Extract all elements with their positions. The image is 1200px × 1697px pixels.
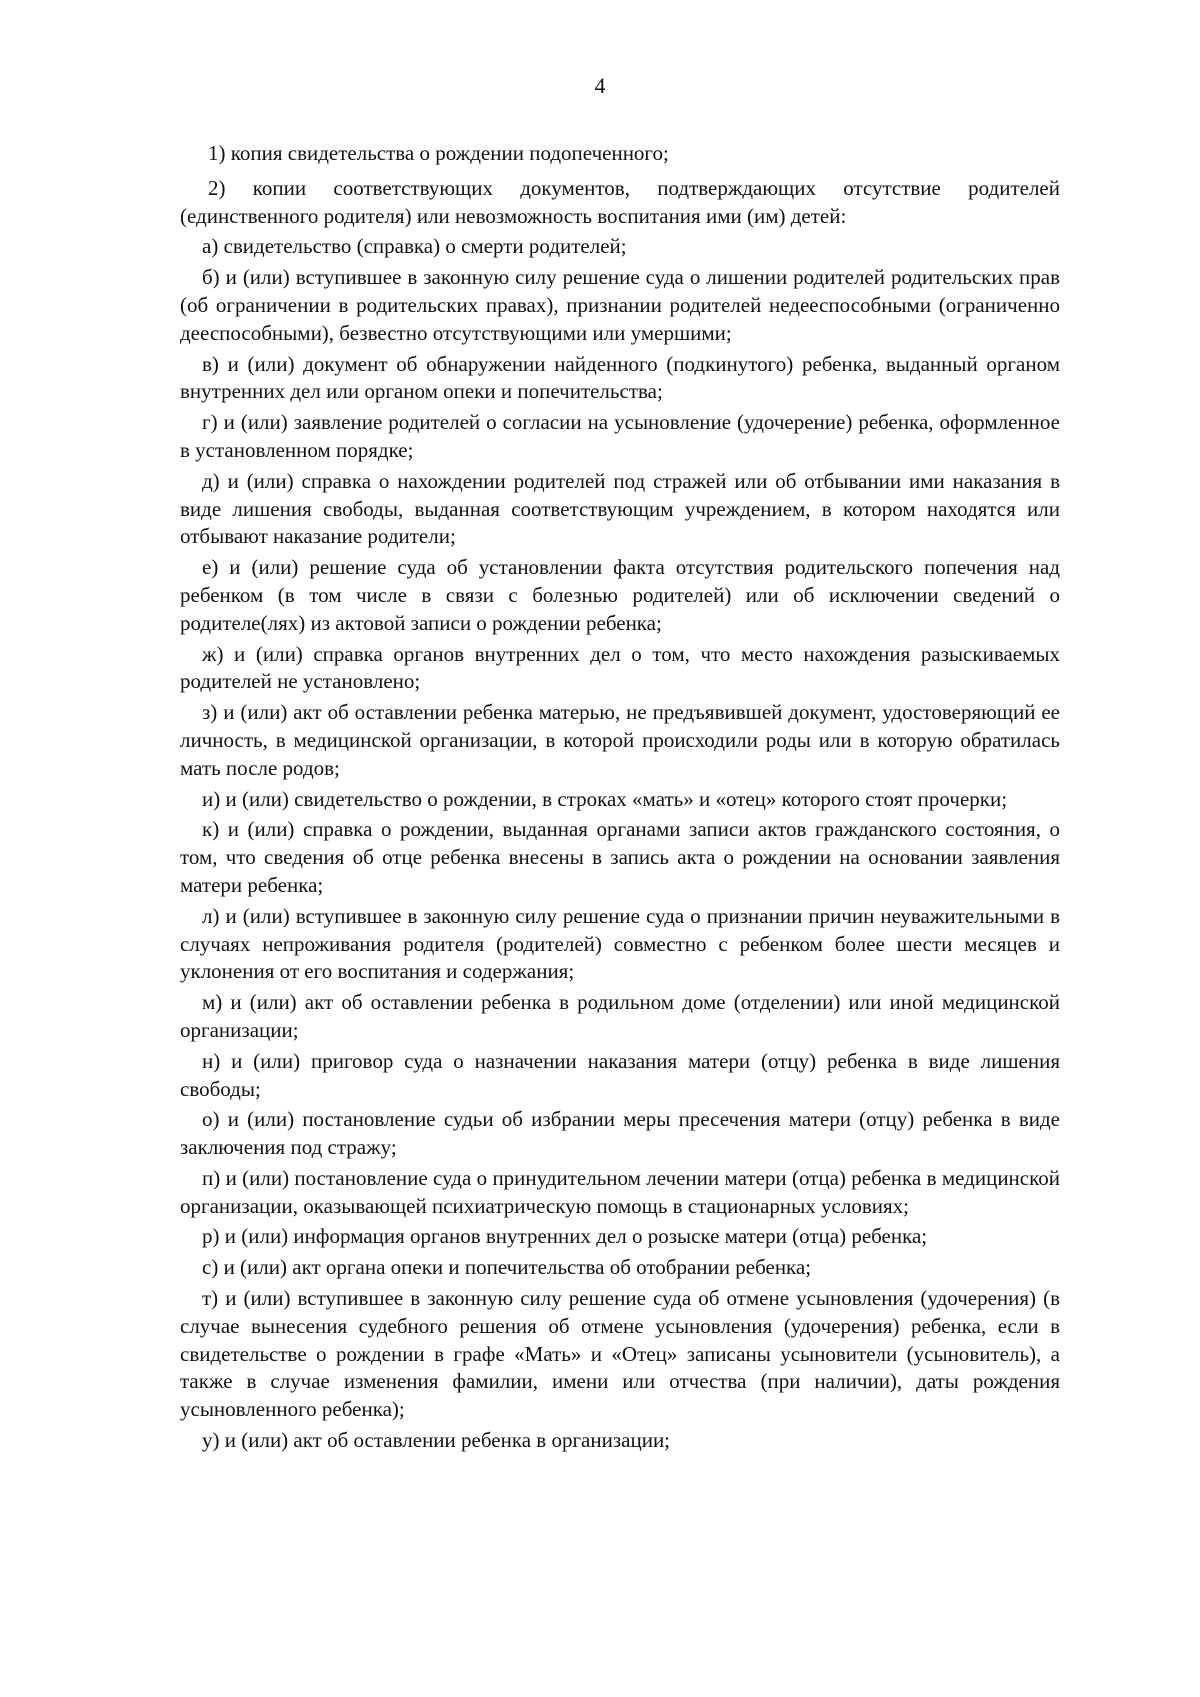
- sub-item-k: к) и (или) справка о рождении, выданная органами записи актов гражданского состояния, о том, что сведения об отце ребенка внесены в запись акта о рождении на основании заявления матери ребенка;: [180, 817, 1060, 897]
- sub-item-r: р) и (или) информация органов внутренних дел о розыске матери (отца) ребенка;: [202, 1224, 928, 1249]
- sub-item-b: б) и (или) вступившее в законную силу решение суда о лишении родителей родительских прав (об ограничении в родительских правах), признании родителей недееспособными (ограниченно дееспособными), безвестно отсутствующими или умершими;: [180, 265, 1060, 345]
- sub-item-zh: ж) и (или) справка органов внутренних дел о том, что место нахождения разыскиваемых родителей не установлено;: [180, 641, 1060, 694]
- sub-item-v: в) и (или) документ об обнаружении найденного (подкинутого) ребенка, выданный органом внутренних дел или органом опеки и попечительства;: [180, 351, 1060, 404]
- sub-item-p: п) и (или) постановление суда о принудительном лечении матери (отца) ребенка в медицинской организации, оказывающей психиатрическую помощь в стационарных условиях;: [180, 1165, 1060, 1218]
- sub-item-m: м) и (или) акт об оставлении ребенка в родильном доме (отделении) или иной медицинской организации;: [180, 990, 1060, 1042]
- document-body: [180, 140, 1060, 1458]
- sub-item-l: л) и (или) вступившее в законную силу решение суда о признании причин неуважительными в случаях непроживания родителя (родителей) совместно с ребенком более шести месяцев и уклонения от его воспитания и содержания;: [180, 903, 1060, 984]
- sub-item-s: с) и (или) акт органа опеки и попечительства об отобрании ребенка;: [202, 1255, 812, 1280]
- sub-item-o: о) и (или) постановление судьи об избрании меры пресечения матери (отцу) ребенка в виде заключения под стражу;: [180, 1107, 1060, 1160]
- list-item-2: 2) копии соответствующих документов, подтверждающих отсутствие родителей (единственного родителя) или невозможность воспитания ими (им) детей:: [180, 175, 1060, 228]
- list-item-1: 1) копия свидетельства о рождении подопеченного;: [208, 141, 669, 165]
- page-number: 4: [594, 73, 606, 98]
- sub-item-d: д) и (или) справка о нахождении родителей под стражей или об отбывании ими наказания в виде лишения свободы, выданная соответствующим учреждением, в котором находятся или отбывают наказание родители;: [180, 468, 1060, 549]
- sub-item-i: и) и (или) свидетельство о рождении, в строках «мать» и «отец» которого стоят прочерки;: [202, 786, 1008, 811]
- sub-item-u: у) и (или) акт об оставлении ребенка в организации;: [202, 1428, 671, 1453]
- sub-item-e: е) и (или) решение суда об установлении факта отсутствия родительского попечения над ребенком (в том числе в связи с болезнью родителей) или об исключении сведений о родителе(лях) из актовой записи о рождении ребенка;: [180, 555, 1060, 635]
- sub-item-z: з) и (или) акт об оставлении ребенка матерью, не предъявившей документ, удостоверяющий ее личность, в медицинской организации, в которой происходили роды или в которую обратилась мать после родов;: [180, 700, 1060, 780]
- sub-item-t: т) и (или) вступившее в законную силу решение суда об отмене усыновления (удочерения) (в случае вынесения судебного решения об отмене усыновления (удочерения) ребенка, если в свидетельстве о рождении в графе «Мать» и «Отец» записаны усыновители (усыновитель), а также в случае изменения фамилии, имени или отчества (при наличии), даты рождения усыновленного ребенка);: [180, 1286, 1060, 1422]
- sub-item-g: г) и (или) заявление родителей о согласии на усыновление (удочерение) ребенка, оформленное в установленном порядке;: [180, 410, 1060, 462]
- sub-item-a: а) свидетельство (справка) о смерти родителей;: [202, 234, 627, 259]
- sub-item-n: н) и (или) приговор суда о назначении наказания матери (отцу) ребенка в виде лишения свободы;: [180, 1048, 1060, 1101]
